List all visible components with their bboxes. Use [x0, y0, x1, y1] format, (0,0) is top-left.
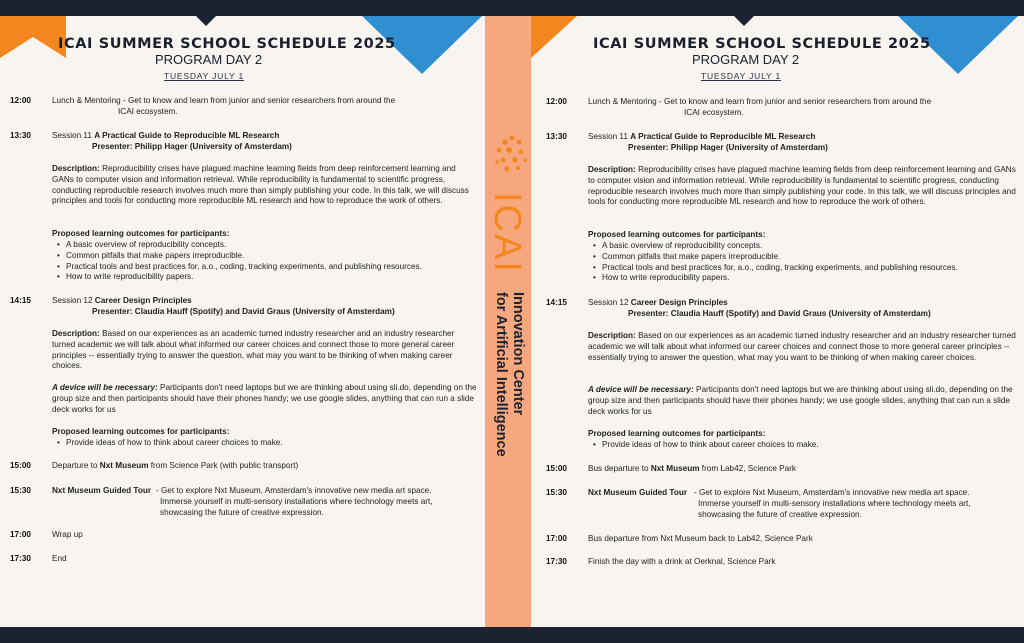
lunch-label: Lunch & Mentoring - — [52, 96, 126, 105]
session-11-outcomes-list — [52, 240, 477, 283]
page-date: TUESDAY JULY 1 — [164, 71, 245, 81]
time-tour: 15:30 — [10, 486, 31, 495]
tour-label: Nxt Museum Guided Tour — [588, 488, 688, 497]
time-drink: 17:30 — [546, 557, 567, 566]
session-11-presenter: Presenter: Philipp Hager (University of Amsterdam) — [92, 142, 292, 151]
drink-entry: Finish the day with a drink at Oerknal, Science Park — [588, 557, 776, 566]
lunch-text-2: ICAI ecosystem. — [118, 107, 178, 116]
lunch-entry — [52, 96, 472, 107]
brand-stripe — [485, 16, 531, 627]
session-11-title: A Practical Guide to Reproducible ML Research — [94, 131, 280, 140]
time-session-12: 14:15 — [546, 298, 567, 307]
orange-triangle-decoration — [0, 16, 66, 58]
list-item: • Common pitfalls that make papers irreproducible. — [52, 251, 477, 262]
list-item: • A basic overview of reproducibility concepts. — [588, 241, 1018, 252]
page-subtitle: PROGRAM DAY 2 — [692, 52, 800, 67]
session-11-header — [52, 131, 472, 142]
page-title: ICAI SUMMER SCHOOL SCHEDULE 2025 — [58, 36, 396, 52]
time-bus-return: 17:00 — [546, 534, 567, 543]
tagline-line-1: Innovation Center — [510, 292, 526, 416]
icai-logo — [485, 16, 531, 627]
lunch-entry: Lunch & Mentoring - Get to know and learn from junior and senior researchers from around the — [588, 97, 932, 106]
list-item: • How to write reproducibility papers. — [52, 272, 477, 283]
list-item: • Practical tools and best practices for, a.o., coding, tracking experiments, and publishing resources. — [588, 263, 1018, 274]
session-11-outcomes-label: Proposed learning outcomes for participants: — [52, 229, 230, 238]
session-12-title: Career Design Principles — [94, 296, 192, 305]
session-12-description: Description: Based on our experiences as an academic turned industry researcher and an industry researcher turned academic we will talk about what informed our career choices and connect those to more general career principles -- essentially trying to answer the question, what may you want to be thinking of when making career choices. — [588, 331, 1016, 362]
page-date: TUESDAY JULY 1 — [701, 71, 782, 81]
session-11-label: Session 11 — [52, 131, 92, 140]
description-label: Description: — [52, 164, 100, 173]
list-item: • Provide ideas of how to think about career choices to make. — [588, 440, 1018, 451]
session-12-description: Description: Based on our experiences as an academic turned industry researcher and an industry researcher turned academic we will talk about what informed our career choices and connect those to more general career principles -- essentially trying to answer the question, what may you want to be thinking of when making career choices. — [52, 329, 455, 371]
time-departure: 15:00 — [10, 461, 31, 470]
departure-entry: Bus departure to Nxt Museum from Lab42, Science Park — [588, 464, 797, 473]
logo-text: ICAI — [486, 192, 528, 274]
departure-entry: Departure to Nxt Museum from Science Park (with public transport) — [52, 461, 299, 470]
session-11-description: Description: Reproducibility crises have plagued machine learning fields from deep reinforcement learning and GANs to computer vision and information retrieval. While reproducibility is fundamental to scientific progress, conducting reproducible research involves much more than simply publishing your code. In this talk, we will discuss principles and tools for conducting more reproducible ML research and how to reproduce the work of others. — [588, 165, 1016, 207]
bottom-bar — [0, 627, 1024, 643]
list-item: • Provide ideas of how to think about career choices to make. — [52, 438, 477, 449]
time-departure: 15:00 — [546, 464, 567, 473]
bus-return-entry: Bus departure from Nxt Museum back to Lab42, Science Park — [588, 534, 813, 543]
top-notch — [734, 16, 754, 26]
session-12-header: Session 12 Career Design Principles — [588, 298, 728, 307]
tour-text: - Get to explore Nxt Museum, Amsterdam's innovative new media art space. Immerse yourself in multi-sensory installations where technology meets art, showcasing the future of creative expression. — [694, 488, 971, 519]
top-bar — [0, 0, 1024, 16]
schedule-page-left — [0, 16, 485, 627]
wrap-up-entry: Wrap up — [52, 530, 83, 539]
session-12-presenter: Presenter: Claudia Hauff (Spotify) and David Graus (University of Amsterdam) — [92, 307, 395, 316]
orange-triangle-decoration — [531, 16, 577, 58]
time-lunch: 12:00 — [10, 96, 31, 105]
session-12-outcomes-list — [588, 440, 1018, 451]
session-11-outcomes-list — [588, 241, 1018, 284]
lunch-text: Get to know and learn from junior and senior researchers from around the — [128, 96, 396, 105]
device-note: A device will be necessary: Participants don't need laptops but we are thinking about using sli.do, depending on the group size and then participants should have their phones handy; we use google slides, anything that can run a slide deck works for us — [588, 385, 1013, 416]
session-12-label: Session 12 — [52, 296, 93, 305]
session-12-header — [52, 296, 472, 307]
time-session-11: 13:30 — [10, 131, 31, 140]
end-entry: End — [52, 554, 67, 563]
list-item: • A basic overview of reproducibility concepts. — [52, 240, 477, 251]
list-item: • Common pitfalls that make papers irreproducible. — [588, 252, 1018, 263]
schedule-page-right — [531, 16, 1024, 627]
device-label: A device will be necessary: — [52, 383, 158, 392]
tour-text: - Get to explore Nxt Museum, Amsterdam's innovative new media art space. Immerse yourself in multi-sensory installations where technology meets art, showcasing the future of creative expression. — [156, 486, 433, 517]
session-12-outcomes-list — [52, 438, 477, 449]
page-subtitle: PROGRAM DAY 2 — [155, 52, 263, 67]
time-session-12: 14:15 — [10, 296, 31, 305]
time-session-11: 13:30 — [546, 132, 567, 141]
time-tour: 15:30 — [546, 488, 567, 497]
lunch-text-2: ICAI ecosystem. — [684, 108, 744, 117]
list-item: • Practical tools and best practices for, a.o., coding, tracking experiments, and publishing resources. — [52, 262, 477, 273]
session-11-header: Session 11 A Practical Guide to Reproducible ML Research — [588, 132, 816, 141]
top-notch — [196, 16, 216, 26]
time-wrap-up: 17:00 — [10, 530, 31, 539]
session-11-outcomes-label: Proposed learning outcomes for participants: — [588, 230, 766, 239]
session-12-presenter: Presenter: Claudia Hauff (Spotify) and David Graus (University of Amsterdam) — [628, 309, 931, 318]
dots-icon — [495, 136, 527, 172]
time-lunch: 12:00 — [546, 97, 567, 106]
list-item: • How to write reproducibility papers. — [588, 273, 1018, 284]
device-note: A device will be necessary: Participants don't need laptops but we are thinking about using sli.do, depending on the group size and then participants should have their phones handy; we use google slides, anything that can run a slide deck works for us — [52, 383, 477, 414]
session-12-outcomes-label: Proposed learning outcomes for participants: — [52, 427, 230, 436]
tagline-line-2: for Artificial Intelligence — [493, 292, 509, 457]
session-11-presenter: Presenter: Philipp Hager (University of Amsterdam) — [628, 143, 828, 152]
time-end: 17:30 — [10, 554, 31, 563]
session-12-outcomes-label: Proposed learning outcomes for participants: — [588, 429, 766, 438]
page-title: ICAI SUMMER SCHOOL SCHEDULE 2025 — [593, 36, 931, 52]
tour-label: Nxt Museum Guided Tour — [52, 486, 152, 495]
session-11-description: Description: Reproducibility crises have plagued machine learning fields from deep reinforcement learning and GANs to computer vision and information retrieval. While reproducibility is fundamental to scientific progress, conducting reproducible research involves much more than simply publishing your code. In this talk, we will discuss principles and tools for conducting more reproducible ML research and how to reproduce the work of others. — [52, 164, 469, 206]
